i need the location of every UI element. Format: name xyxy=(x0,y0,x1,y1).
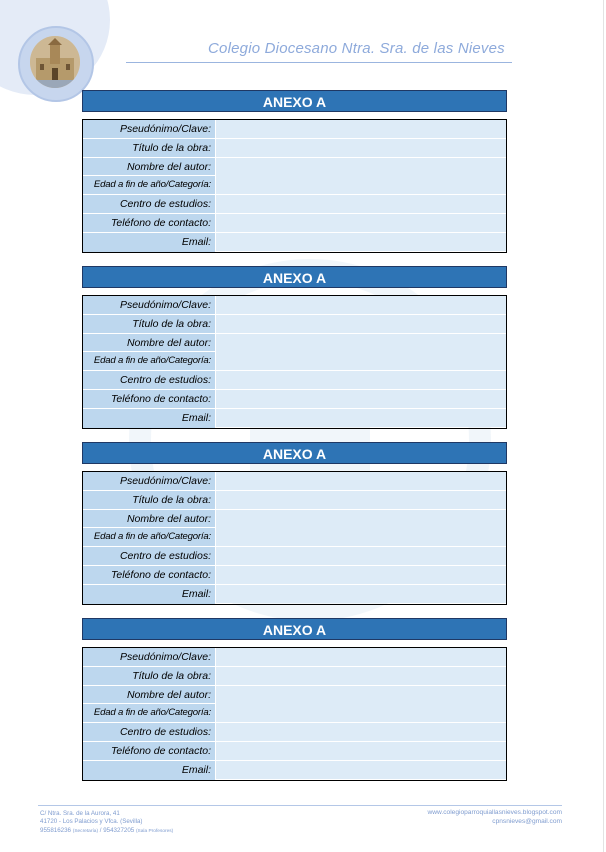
school-input[interactable] xyxy=(216,547,506,565)
school-building-icon xyxy=(30,36,80,88)
pseudonym-input[interactable] xyxy=(216,472,506,490)
field-label: Nombre del autor: xyxy=(83,686,216,704)
form-row-phone xyxy=(83,390,506,409)
field-label: Teléfono de contacto: xyxy=(83,566,216,584)
form-row-phone xyxy=(83,566,506,585)
address-line-2: 41720 - Los Palacios y Vfca. (Sevilla) xyxy=(40,818,143,826)
field-label: Nombre del autor: xyxy=(83,158,216,176)
page-edge xyxy=(603,0,604,852)
field-label: Edad a fin de año/Categoría: xyxy=(83,704,216,722)
work-title-input[interactable] xyxy=(216,491,506,509)
field-label: Nombre del autor: xyxy=(83,334,216,352)
form-row-age xyxy=(83,704,506,723)
field-label: Teléfono de contacto: xyxy=(83,214,216,232)
annex-table xyxy=(82,295,507,429)
field-label: Edad a fin de año/Categoría: xyxy=(83,176,216,194)
field-label: Título de la obra: xyxy=(83,139,216,157)
form-row-school xyxy=(83,195,506,214)
field-label: Nombre del autor: xyxy=(83,510,216,528)
work-title-input[interactable] xyxy=(216,667,506,685)
age-category-input[interactable] xyxy=(216,352,506,370)
school-input[interactable] xyxy=(216,195,506,213)
email-input[interactable] xyxy=(216,233,506,251)
author-name-input[interactable] xyxy=(216,686,506,704)
field-label: Teléfono de contacto: xyxy=(83,742,216,760)
pseudonym-input[interactable] xyxy=(216,120,506,138)
form-row-title xyxy=(83,667,506,686)
field-label: Centro de estudios: xyxy=(83,723,216,741)
phone-secretaria: 955816236 xyxy=(40,826,71,834)
field-label: Centro de estudios: xyxy=(83,371,216,389)
field-label: Centro de estudios: xyxy=(83,547,216,565)
author-name-input[interactable] xyxy=(216,334,506,352)
author-name-input[interactable] xyxy=(216,510,506,528)
form-row-pseudonym xyxy=(83,648,506,667)
form-row-school xyxy=(83,371,506,390)
form-row-title xyxy=(83,139,506,158)
address-line-1: C/ Ntra. Sra. de la Aurora, 41 xyxy=(40,810,120,817)
form-row-author xyxy=(83,334,506,353)
form-row-email xyxy=(83,233,506,252)
phone-separator: / xyxy=(99,826,104,834)
annex-form-4 xyxy=(82,618,507,781)
field-label: Título de la obra: xyxy=(83,491,216,509)
annex-form-3 xyxy=(82,442,507,605)
form-row-author xyxy=(83,158,506,177)
phone-input[interactable] xyxy=(216,214,506,232)
website-link[interactable]: www.colegioparroquiallasnieves.blogspot.com xyxy=(427,809,562,816)
field-label: Teléfono de contacto: xyxy=(83,390,216,408)
form-row-email xyxy=(83,761,506,780)
form-row-pseudonym xyxy=(83,472,506,491)
field-label: Pseudónimo/Clave: xyxy=(83,472,216,490)
phone-line xyxy=(40,827,173,836)
field-label: Pseudónimo/Clave: xyxy=(83,296,216,314)
form-row-author xyxy=(83,686,506,705)
author-name-input[interactable] xyxy=(216,158,506,176)
school-name-header: Colegio Diocesano Ntra. Sra. de las Nieves xyxy=(208,40,505,57)
school-input[interactable] xyxy=(216,723,506,741)
field-label: Centro de estudios: xyxy=(83,195,216,213)
form-row-email xyxy=(83,585,506,604)
work-title-input[interactable] xyxy=(216,139,506,157)
pseudonym-input[interactable] xyxy=(216,296,506,314)
age-category-input[interactable] xyxy=(216,704,506,722)
email-input[interactable] xyxy=(216,409,506,427)
phone-secretaria-note: (Secretaría) xyxy=(72,828,99,834)
form-row-age xyxy=(83,528,506,547)
phone-profesores: 954327205 xyxy=(103,826,135,834)
phone-profesores-note: (Sala Profesores) xyxy=(135,828,174,834)
annex-table xyxy=(82,119,507,253)
field-label: Pseudónimo/Clave: xyxy=(83,648,216,666)
annex-heading: ANEXO A xyxy=(82,618,507,640)
email-input[interactable] xyxy=(216,585,506,603)
age-category-input[interactable] xyxy=(216,528,506,546)
annex-form-2 xyxy=(82,266,507,429)
footer-address xyxy=(40,810,173,836)
form-row-age xyxy=(83,352,506,371)
header-divider xyxy=(126,62,512,63)
form-row-school xyxy=(83,723,506,742)
form-row-title xyxy=(83,491,506,510)
phone-input[interactable] xyxy=(216,742,506,760)
field-label: Email: xyxy=(83,409,216,428)
field-label: Título de la obra: xyxy=(83,667,216,685)
field-label: Edad a fin de año/Categoría: xyxy=(83,528,216,546)
field-label: Título de la obra: xyxy=(83,315,216,333)
phone-input[interactable] xyxy=(216,390,506,408)
age-category-input[interactable] xyxy=(216,176,506,194)
footer-contact xyxy=(427,808,562,826)
annex-heading: ANEXO A xyxy=(82,90,507,112)
phone-input[interactable] xyxy=(216,566,506,584)
field-label: Email: xyxy=(83,761,216,780)
annex-table xyxy=(82,647,507,781)
school-input[interactable] xyxy=(216,371,506,389)
work-title-input[interactable] xyxy=(216,315,506,333)
form-row-author xyxy=(83,510,506,529)
form-row-pseudonym xyxy=(83,296,506,315)
field-label: Pseudónimo/Clave: xyxy=(83,120,216,138)
field-label: Email: xyxy=(83,233,216,252)
form-row-phone xyxy=(83,742,506,761)
form-row-email xyxy=(83,409,506,428)
annex-table xyxy=(82,471,507,605)
annex-heading: ANEXO A xyxy=(82,442,507,464)
footer-divider xyxy=(38,805,562,806)
form-row-school xyxy=(83,547,506,566)
form-row-phone xyxy=(83,214,506,233)
email-link[interactable]: cpnsnieves@gmail.com xyxy=(492,818,562,825)
form-row-title xyxy=(83,315,506,334)
annex-heading: ANEXO A xyxy=(82,266,507,288)
pseudonym-input[interactable] xyxy=(216,648,506,666)
form-row-age xyxy=(83,176,506,195)
field-label: Edad a fin de año/Categoría: xyxy=(83,352,216,370)
field-label: Email: xyxy=(83,585,216,604)
annex-form-1 xyxy=(82,90,507,253)
form-row-pseudonym xyxy=(83,120,506,139)
email-input[interactable] xyxy=(216,761,506,779)
